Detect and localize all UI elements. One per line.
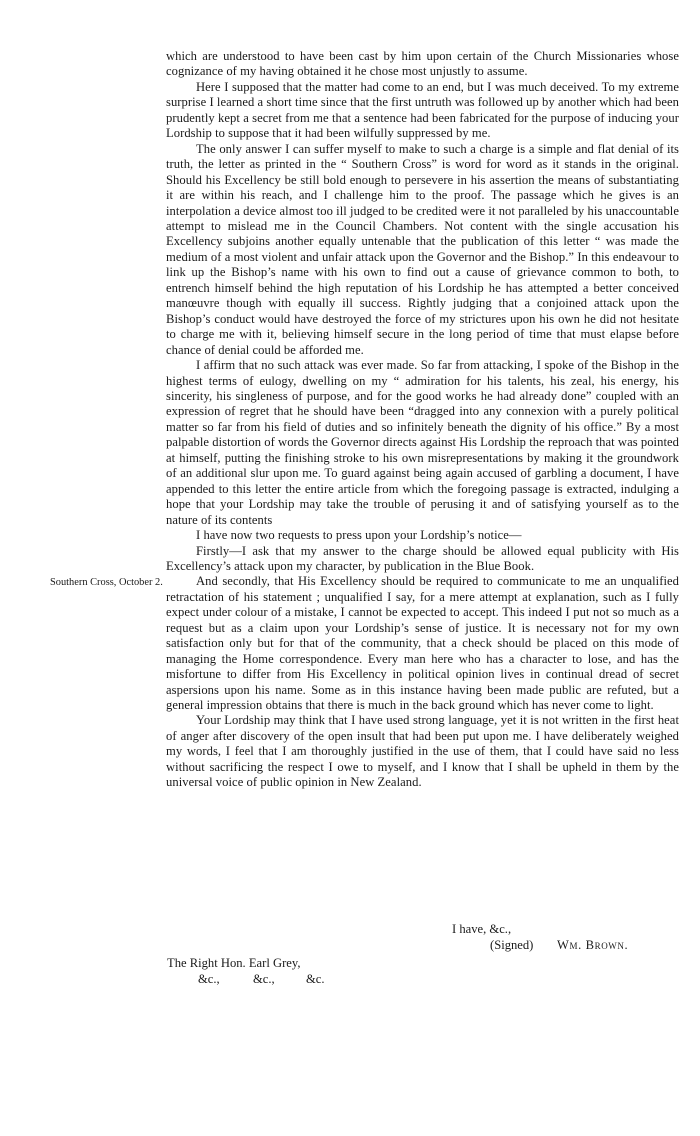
paragraph-3: The only answer I can suffer myself to make to such a charge is a simple and flat denial of its truth, the letter as printed in the “ Southern Cross” is word for word as it stands in the original. Should his Excellency be still bold enough to persevere in his assertion the means of substantiating it are within his reach, and I challenge him to the proof. The passage which he gives is an interpolation a device almost too ill judged to be credited were it not paralleled by his unaccountable attempt to mislead me in the Council Chambers. Not content with the single accusation his Excellency subjoins another equally untenable that the publication of this letter “ was made the medium of a most violent and unfair attack upon the Governor and the Bishop.” In this endeavour to link up the Bishop’s name with his own to find out a cause of grievance common to both, to entrench himself behind the high reputation of his Lordship he has attempted a better conceived manœuvre though with equally ill success. Rightly judging that a conjoined attack upon the Bishop’s conduct would have destroyed the force of my strictures upon his own he did not hesitate to charge me with it, believing himself secure in the long period of time that must elapse before chance of denial could be afforded me. [166,141,679,357]
paragraph-5: I have now two requests to press upon your Lordship’s notice— [196,528,522,543]
paragraph-8: Your Lordship may think that I have used strong language, yet it is not written in the first heat of anger after discovery of the open insult that had been put upon me. I have deliberately weighed my words, I feel that I am thoroughly justified in the use of them, that I could have said no less without sacrificing the respect I owe to myself, and I know that I shall be upheld in them by the universal voice of public opinion in New Zealand. [166,713,679,790]
etc-1: &c., [198,972,220,986]
signature: Wm. Brown. [557,938,629,952]
letter-body [166,49,679,791]
paragraph-2: Here I supposed that the matter had come to an end, but I was much deceived. To my extreme surprise I learned a short time since that the first untruth was followed up by another which had been prudently kept a secret from me that a sentence had been fabricated for the purpose of inducing your Lordship to suppose that it had been wilfully suppressed by me. [166,79,679,141]
paragraph-6: Firstly—I ask that my answer to the charge should be allowed equal publicity with His Excellency’s attack upon my character, by publication in the Blue Book. [166,543,679,573]
paragraph-4: I affirm that no such attack was ever made. So far from attacking, I spoke of the Bishop in the highest terms of eulogy, dwelling on my “ admiration for his talents, his zeal, his energy, his sincerity, his singleness of purpose, and for the good works he had already done” coupled with an expression of regret that he should have been “dragged into any connexion with a purely political matter so far from his field of duties and so infinitely beneath the dignity of his office.” By a most palpable distortion of words the Governor directs against His Lordship the reproach that was pointed at himself, putting the finishing stroke to his own misrepresentations by making it the groundwork of an additional slur upon me. To guard against being again accused of garbling a document, I have appended to this letter the entire article from which the foregoing passage is extracted, indulging a hope that your Lordship may take the trouble of perusing it and of satisfying yourself as to the nature of its contents [166,358,679,527]
margin-note: Southern Cross, October 2. [50,577,163,588]
signed-label: (Signed) [490,938,534,952]
paragraph-7: And secondly, that His Excellency should be required to communicate to me an unqualified retractation of his statement ; unqualified I say, for a mere attempt at explanation, such as I fully expect under colour of a mistake, I cannot be expected to accept. This indeed I put not so much as a request but as a claim upon your Lordship’s sense of justice. It is necessary not for my own satisfaction only but for that of the community, that a check should be placed on this mode of managing the Home correspondence. Every man here who has a character to lose, and has the misfortune to differ from His Excellency in political opinion lives in continual dread of secret aspersions upon his name. Some as in this instance having been made public are refuted, but a general impression obtains that there is much in the back ground which has never come to light. [166,574,679,713]
closing-have: I have, &c., [452,922,512,936]
etc-2: &c., [253,972,275,986]
paragraph-1: which are understood to have been cast by him upon certain of the Church Missionaries whose cognizance of my having obtained it he chose most unjustly to assume. [166,49,679,79]
etc-3: &c. [306,972,325,986]
addressee: The Right Hon. Earl Grey, [167,956,301,970]
